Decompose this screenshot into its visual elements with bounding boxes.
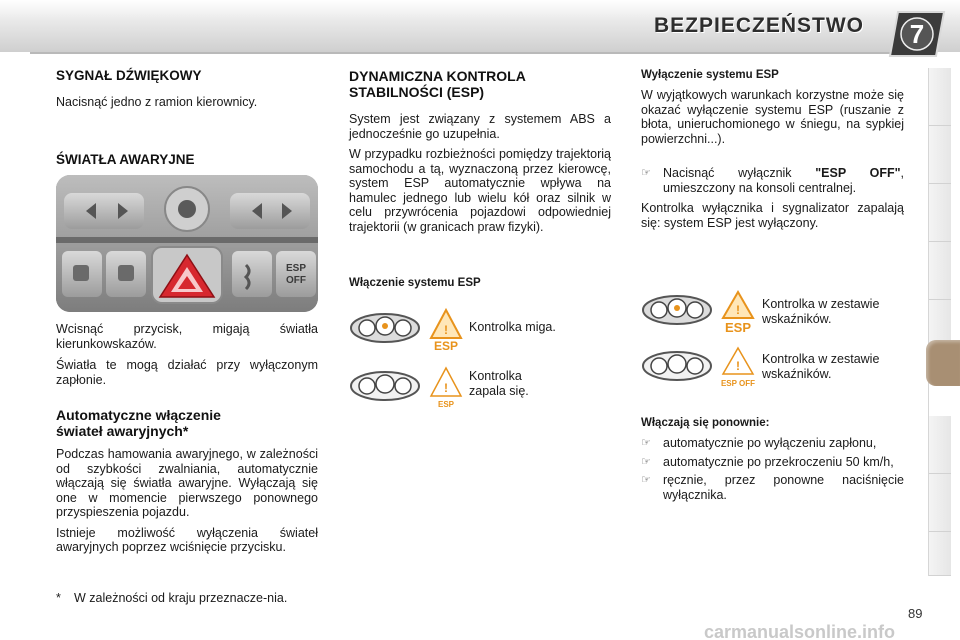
reactivation-section [641, 416, 904, 502]
auto-hazard-heading-line2: świateł awaryjnych* [56, 423, 189, 439]
chapter-tab[interactable] [929, 416, 951, 474]
esp-on-heading: Włączenie systemu ESP [349, 277, 481, 289]
reactivation-item-text: ręcznie, przez ponowne naciśnięcie wyłącznika. [663, 473, 904, 502]
footnote-star: * [56, 591, 61, 605]
reactivation-item-text: automatycznie po przekroczeniu 50 km/h, [663, 454, 894, 469]
column-right [641, 68, 904, 230]
watermark: carmanualsonline.info [704, 622, 896, 640]
hazard-text-1: Wcisnąć przycisk, migają światła kierunkowskazów. [56, 322, 318, 351]
cluster-indicator-text-1-line1: Kontrolka w zestawie [762, 297, 880, 311]
svg-text:!: ! [736, 359, 740, 373]
esp-off-label: ESP OFF [720, 379, 756, 388]
esp-off-result: Kontrolka wyłącznika i sygnalizator zapalają się: system ESP jest wyłączony. [641, 201, 904, 230]
page-number: 89 [908, 606, 923, 621]
horn-heading: SYGNAŁ DŹWIĘKOWY [56, 68, 202, 83]
cluster-indicator-text-1-line2: wskaźników. [762, 311, 832, 326]
chapter-tab[interactable] [929, 532, 951, 576]
esp-heading-line1: DYNAMICZNA KONTROLA [349, 68, 526, 84]
indicator-lit-text-line2: zapala się. [469, 383, 529, 398]
esp-off-heading: Wyłączenie systemu ESP [641, 69, 779, 81]
reactivation-item [641, 455, 904, 470]
cluster-esp-off-icon [641, 344, 757, 390]
cluster-indicator-text-2-line1: Kontrolka w zestawie [762, 352, 880, 366]
chapter-number: 7 [909, 19, 925, 49]
chapter-title: BEZPIECZEŃSTWO [653, 14, 864, 37]
indicator-lit-text [469, 369, 609, 398]
hazard-button-photo [56, 175, 318, 312]
esp-off-instruction-pre: Nacisnąć wyłącznik [663, 166, 816, 180]
pointing-hand-icon: ☞ [641, 474, 651, 486]
horn-text: Nacisnąć jedno z ramion kierownicy. [56, 95, 258, 109]
reactivation-item-text: automatycznie po wyłączeniu zapłonu, [663, 436, 877, 450]
esp-off-switch-name: "ESP OFF" [815, 166, 901, 180]
column-middle [349, 68, 611, 291]
auto-hazard-text-1: Podczas hamowania awaryjnego, w zależności od szybkości zwalniania, automatycznie włączają się światła awaryjne. Wyłączają się one w momencie pierwszego ponownego przyspieszenia pojazdu. [56, 447, 318, 519]
hazard-heading: ŚWIATŁA AWARYJNE [56, 151, 195, 167]
reactivation-item [641, 436, 904, 451]
auto-hazard-text-2: Istnieje możliwość wyłączenia świateł awaryjnych poprzez wciśnięcie przycisku. [56, 525, 318, 554]
footnote [56, 591, 318, 606]
pointing-hand-icon: ☞ [641, 455, 651, 468]
cluster-indicator-text-2-line2: wskaźników. [762, 366, 832, 381]
dashboard-illustration [56, 175, 318, 312]
esp-description: W przypadku rozbieżności pomiędzy trajektorią samochodu a tą, wyznaczoną przez kierowcę, system ESP automatycznie wpływa na hamulec jednego lub wielu kół oraz silnik w celu przywrócenia pojazdowi odpowiedniej trajektorii (w granicach praw fizyki). [349, 147, 611, 234]
chapter-tab[interactable] [929, 184, 951, 242]
pointing-hand-icon: ☞ [641, 167, 651, 179]
reactivation-heading: Włączają się ponownie: [641, 417, 770, 429]
chapter-tab-strip [928, 68, 950, 576]
esp-off-instruction-post: , umieszczony na konsoli centralnej. [663, 166, 904, 195]
chapter-tab-active[interactable] [926, 340, 960, 386]
esp-indicator-label: ESP [433, 339, 459, 352]
footnote-text: W zależności od kraju przeznacze-nia. [74, 591, 288, 605]
esp-indicator-label-lit: ESP [437, 400, 455, 409]
chapter-badge [888, 10, 946, 58]
indicator-lit-text-line1: Kontrolka [469, 369, 522, 383]
esp-warning-label: ESP [724, 320, 752, 334]
column-left-lower [56, 322, 318, 555]
header-rule [30, 52, 930, 54]
esp-off-instruction [641, 166, 904, 195]
page-header [0, 0, 960, 62]
cluster-indicator-text-2 [762, 352, 912, 381]
chapter-tab[interactable] [929, 68, 951, 126]
chapter-tab[interactable] [929, 126, 951, 184]
esp-heading-line2: STABILNOŚCI (ESP) [349, 84, 485, 100]
pointing-hand-icon: ☞ [641, 437, 651, 449]
esp-off-text: W wyjątkowych warunkach korzystne może się okazać wyłączenie systemu ESP (ruszanie z błota, unieruchomionego w śniegu, na sypkiej powierzchni...). [641, 88, 904, 146]
cluster-indicator-text-1 [762, 297, 912, 326]
svg-text:!: ! [444, 381, 448, 395]
reactivation-item [641, 473, 904, 502]
chapter-tab[interactable] [929, 242, 951, 300]
svg-text:!: ! [444, 323, 448, 337]
cluster-esp-flashing-icon [349, 306, 465, 352]
esp-button-label: ESP [285, 263, 307, 274]
svg-text:!: ! [736, 303, 740, 317]
hazard-text-2: Światła te mogą działać przy wyłączonym zapłonie. [56, 358, 318, 387]
cluster-esp-warning-icon [641, 288, 757, 334]
column-left [56, 68, 318, 167]
esp-button-label-off: OFF [286, 275, 306, 286]
cluster-esp-lit-icon [349, 364, 465, 410]
chapter-tab[interactable] [929, 474, 951, 532]
indicator-flashing-text: Kontrolka miga. [469, 320, 556, 334]
auto-hazard-heading-line1: Automatyczne włączenie [56, 407, 221, 423]
esp-intro: System jest związany z systemem ABS a jednocześnie go uzupełnia. [349, 112, 611, 141]
